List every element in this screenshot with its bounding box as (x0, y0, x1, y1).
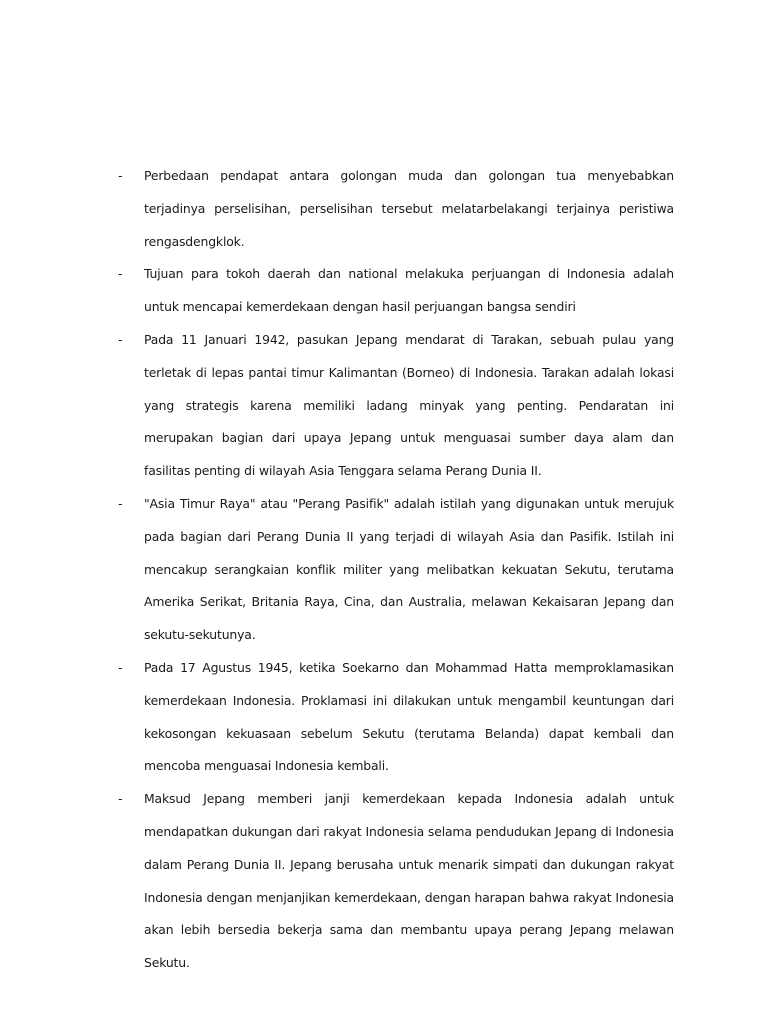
bullet-dash: - (118, 331, 123, 347)
list-item-text: Tujuan para tokoh daerah dan national melakuka perjuangan di Indonesia adalah untuk mencapai kemerdekaan dengan hasil perjuangan bangsa sendiri (144, 266, 674, 315)
list-item (118, 783, 674, 980)
list-item (118, 488, 674, 652)
list-item-text: Pada 11 Januari 1942, pasukan Jepang mendarat di Tarakan, sebuah pulau yang terletak di lepas pantai timur Kalimantan (Borneo) di Indonesia. Tarakan adalah lokasi yang strategis karena memiliki ladang minyak yang penting. Pendaratan ini merupakan bagian dari upaya Jepang untuk menguasai sumber daya alam dan fasilitas penting di wilayah Asia Tenggara selama Perang Dunia II. (144, 331, 674, 479)
bullet-dash: - (118, 266, 123, 282)
bullet-dash: - (118, 495, 123, 511)
list-item (118, 324, 674, 488)
bullet-dash: - (118, 659, 123, 675)
bullet-dash: - (118, 791, 123, 807)
bullet-dash: - (118, 168, 123, 183)
list-item-text: Maksud Jepang memberi janji kemerdekaan kepada Indonesia adalah untuk mendapatkan dukungan dari rakyat Indonesia selama pendudukan Jepang di Indonesia dalam Perang Dunia II. Jepang berusaha untuk menarik simpati dan dukungan rakyat Indonesia dengan menjanjikan kemerdekaan, dengan harapan bahwa rakyat Indonesia akan lebih bersedia bekerja sama dan membantu upaya perang Jepang melawan Sekutu. (144, 791, 674, 971)
bullet-list (118, 160, 674, 980)
list-item (118, 160, 674, 258)
list-item-text: Pada 17 Agustus 1945, ketika Soekarno dan Mohammad Hatta memproklamasikan kemerdekaan Indonesia. Proklamasi ini dilakukan untuk mengambil keuntungan dari kekosongan kekuasaan sebelum Sekutu (terutama Belanda) dapat kembali dan mencoba menguasai Indonesia kembali. (144, 659, 674, 774)
list-item (118, 652, 674, 783)
list-item (118, 258, 674, 324)
list-item-text: "Asia Timur Raya" atau "Perang Pasifik" adalah istilah yang digunakan untuk merujuk pada bagian dari Perang Dunia II yang terjadi di wilayah Asia dan Pasifik. Istilah ini mencakup serangkaian konflik militer yang melibatkan kekuatan Sekutu, terutama Amerika Serikat, Britania Raya, Cina, dan Australia, melawan Kekaisaran Jepang dan sekutu-sekutunya. (144, 495, 674, 643)
list-item-text: Perbedaan pendapat antara golongan muda dan golongan tua menyebabkan terjadinya perselisihan, perselisihan tersebut melatarbelakangi terjainya peristiwa rengasdengklok. (144, 168, 674, 249)
